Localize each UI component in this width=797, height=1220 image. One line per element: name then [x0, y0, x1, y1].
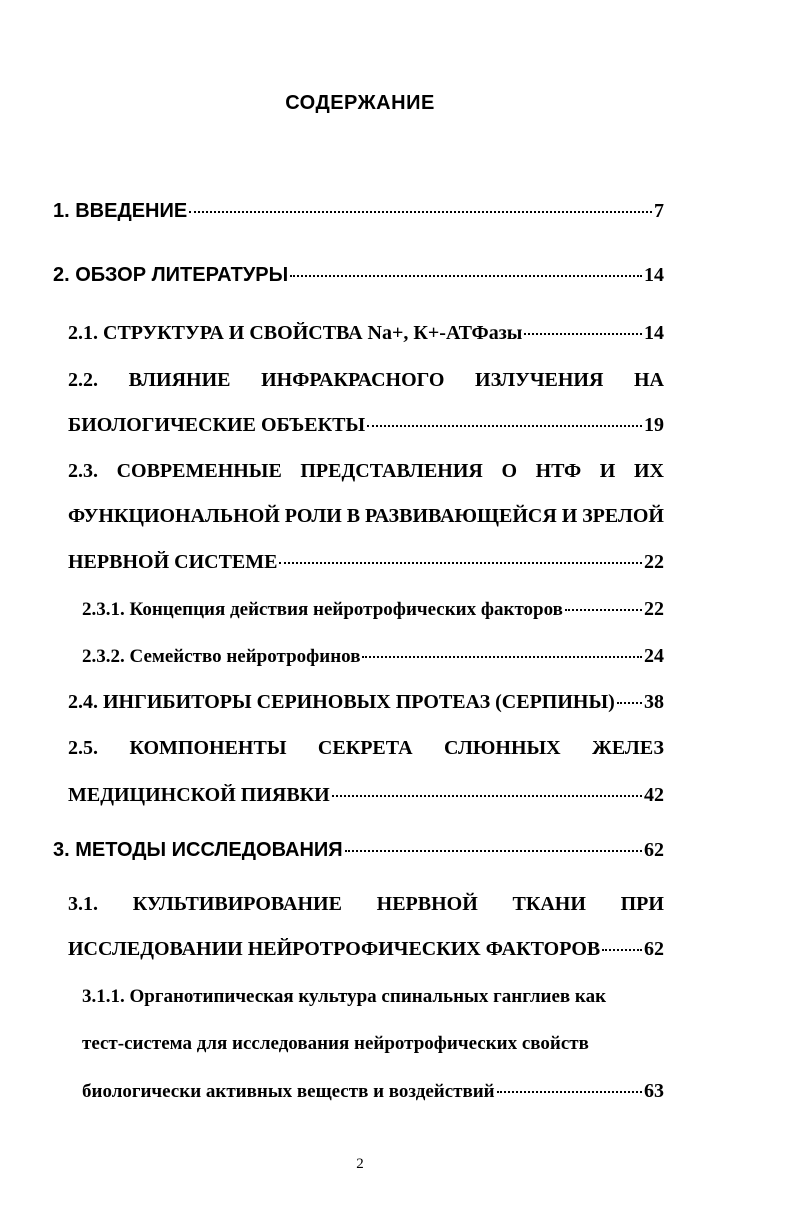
- toc-entry-2-3-1[interactable]: [82, 598, 664, 621]
- word: В: [346, 505, 361, 527]
- word: ЖЕЛЕЗ: [592, 737, 664, 759]
- word: 2.2.: [68, 369, 98, 391]
- toc-entry-3-1-1[interactable]: [82, 1080, 664, 1103]
- toc-entry-label: 2.3.2. Семейство нейротрофинов: [82, 646, 361, 667]
- toc-entry-2[interactable]: [53, 264, 664, 287]
- word: ИЗЛУЧЕНИЯ: [475, 369, 604, 391]
- word: И: [561, 505, 578, 527]
- toc-entry-label: ИССЛЕДОВАНИИ НЕЙРОТРОФИЧЕСКИХ ФАКТОРОВ: [68, 938, 601, 960]
- toc-entry-page: 14: [644, 322, 664, 344]
- toc-entry-label: 1. ВВЕДЕНИЕ: [53, 200, 188, 222]
- toc-entry-1[interactable]: [53, 200, 664, 223]
- word: ВЛИЯНИЕ: [128, 369, 231, 391]
- leader-dots: [290, 275, 642, 277]
- word: 2.3.: [68, 460, 98, 482]
- toc-entry-label: биологически активных веществ и воздействий: [82, 1081, 495, 1102]
- toc-entry-page: 22: [644, 551, 664, 573]
- toc-entry-2-3-line2[interactable]: [68, 505, 664, 528]
- toc-entry-label: БИОЛОГИЧЕСКИЕ ОБЪЕКТЫ: [68, 414, 366, 436]
- word: ПРИ: [620, 893, 664, 915]
- toc-entry-2-3-line1[interactable]: [68, 460, 664, 483]
- toc-entry-2-4[interactable]: [68, 691, 664, 714]
- leader-dots: [279, 562, 642, 564]
- word: 3.1.: [68, 893, 98, 915]
- toc-entry-2-3-2[interactable]: [82, 645, 664, 668]
- word: СЛЮННЫХ: [444, 737, 561, 759]
- word: ИХ: [633, 460, 664, 482]
- toc-entry-page: 22: [644, 598, 664, 620]
- toc-entry-2-1[interactable]: [68, 322, 664, 345]
- word: НА: [633, 369, 664, 391]
- toc-entry-2-5-line1[interactable]: [68, 737, 664, 760]
- word: ПРЕДСТАВЛЕНИЯ: [300, 460, 483, 482]
- word: КОМПОНЕНТЫ: [129, 737, 287, 759]
- toc-entry-2-2-line1[interactable]: [68, 369, 664, 392]
- toc-entry-text: тест-система для исследования нейротрофических свойств: [82, 1033, 589, 1054]
- toc-entry-label: 2.3.1. Концепция действия нейротрофических факторов: [82, 599, 563, 620]
- word: ЗРЕЛОЙ: [582, 505, 664, 527]
- word: ФУНКЦИОНАЛЬНОЙ: [68, 505, 280, 527]
- toc-entry-label: НЕРВНОЙ СИСТЕМЕ: [68, 551, 278, 573]
- word: РАЗВИВАЮЩЕЙСЯ: [364, 505, 557, 527]
- word: РОЛИ: [284, 505, 342, 527]
- word: СОВРЕМЕННЫЕ: [116, 460, 282, 482]
- toc-title: СОДЕРЖАНИЕ: [285, 92, 435, 114]
- leader-dots: [565, 609, 642, 611]
- word: СЕКРЕТА: [317, 737, 413, 759]
- leader-dots: [497, 1091, 642, 1093]
- toc-entry-page: 62: [644, 938, 664, 960]
- leader-dots: [332, 795, 642, 797]
- word: И: [599, 460, 616, 482]
- toc-entry-3[interactable]: [53, 839, 664, 862]
- toc-entry-2-5[interactable]: [68, 784, 664, 807]
- toc-entry-page: 38: [644, 691, 664, 713]
- toc-entry-label: 2.1. СТРУКТУРА И СВОЙСТВА Nа+, К+-АТФазы: [68, 322, 523, 344]
- toc-entry-2-3[interactable]: [68, 551, 664, 574]
- toc-entry-page: 42: [644, 784, 664, 806]
- leader-dots: [524, 333, 642, 335]
- toc-entry-label: 3. МЕТОДЫ ИССЛЕДОВАНИЯ: [53, 839, 343, 861]
- word: 2.5.: [68, 737, 98, 759]
- word: НТФ: [535, 460, 582, 482]
- page-number: 2: [356, 1156, 364, 1172]
- toc-entry-label: 2. ОБЗОР ЛИТЕРАТУРЫ: [53, 264, 289, 286]
- toc-entry-page: 19: [644, 414, 664, 436]
- word: ИНФРАКРАСНОГО: [261, 369, 445, 391]
- word: О: [501, 460, 517, 482]
- toc-entry-text: 3.1.1. Органотипическая культура спинальных ганглиев как: [82, 986, 607, 1007]
- leader-dots: [617, 702, 642, 704]
- word: КУЛЬТИВИРОВАНИЕ: [132, 893, 342, 915]
- toc-entry-label: 2.4. ИНГИБИТОРЫ СЕРИНОВЫХ ПРОТЕАЗ (СЕРПИНЫ): [68, 691, 615, 713]
- toc-entry-label: МЕДИЦИНСКОЙ ПИЯВКИ: [68, 784, 330, 806]
- toc-entry-page: 24: [644, 645, 664, 667]
- leader-dots: [189, 211, 652, 213]
- toc-entry-page: 7: [654, 200, 664, 222]
- toc-entry-3-1-line1[interactable]: [68, 893, 664, 916]
- toc-entry-3-1[interactable]: [68, 938, 664, 961]
- toc-entry-3-1-1-line1[interactable]: [82, 986, 606, 1008]
- toc-entry-3-1-1-line2[interactable]: [82, 1033, 589, 1055]
- leader-dots: [345, 850, 642, 852]
- leader-dots: [367, 425, 642, 427]
- word: ТКАНИ: [512, 893, 586, 915]
- toc-entry-page: 14: [644, 264, 664, 286]
- leader-dots: [602, 949, 642, 951]
- word: НЕРВНОЙ: [376, 893, 478, 915]
- toc-entry-page: 63: [644, 1080, 664, 1102]
- toc-entry-page: 62: [644, 839, 664, 861]
- toc-entry-2-2[interactable]: [68, 414, 664, 437]
- leader-dots: [362, 656, 642, 658]
